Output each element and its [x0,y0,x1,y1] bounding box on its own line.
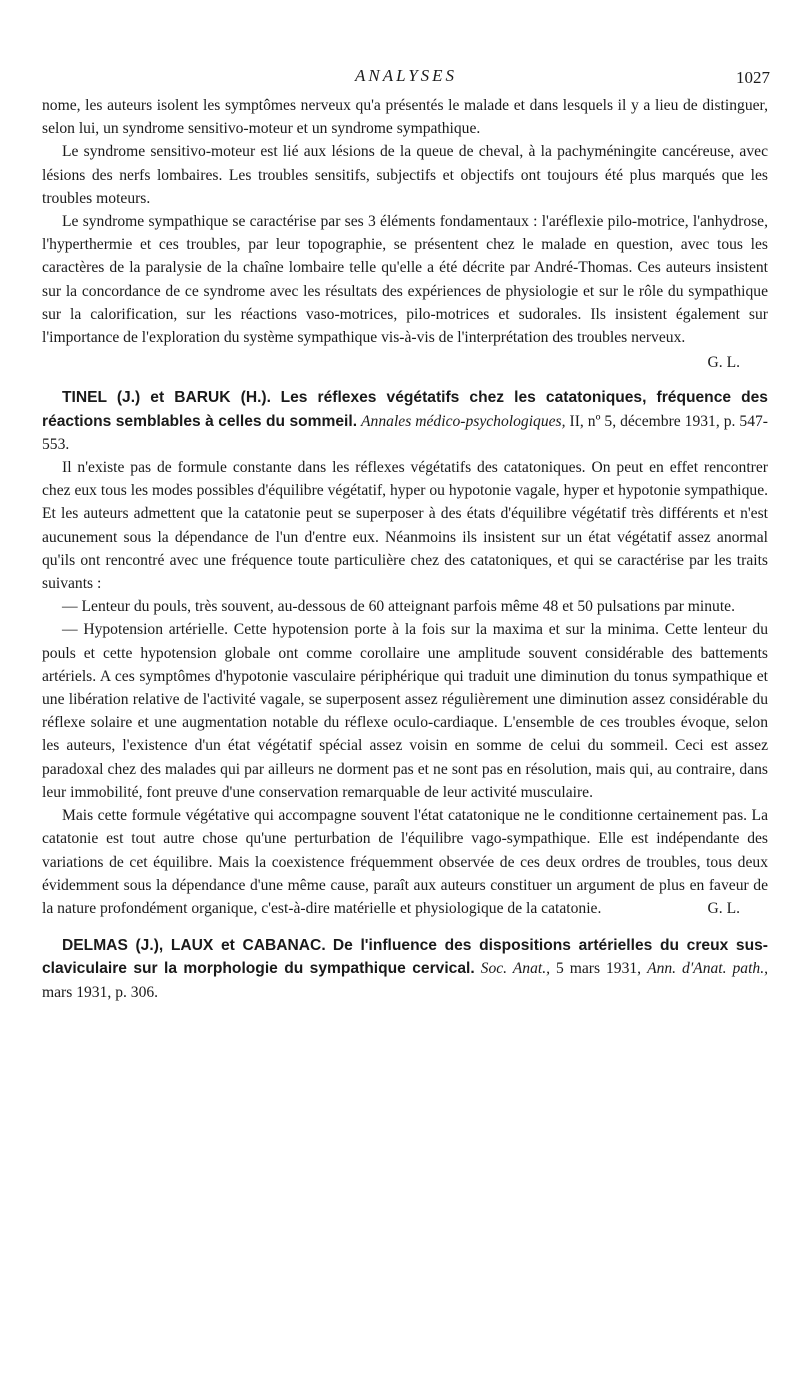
article3-journal: Soc. Anat., [480,960,550,978]
article1-paragraph-3: Le syndrome sympathique se caractérise par ses 3 éléments fondamentaux : l'aréflexie pilo-motrice, l'anhydrose, l'hyperthermie et ces troubles, par leur topographie, se présentent chez le malade en question, avec tous les caractères de la paralysie de la chaîne lombaire telle qu'elle a été décrite par André-Thomas. Ces auteurs insistent sur la concordance de ce syndrome avec les résultats des expériences de physiologie et sur le rôle du sympathique sur la calorification, sur les réactions vaso-motrices, pilo-motrices et sudorales. Ils insistent également sur l'importance de l'exploration du système sympathique vis-à-vis de l'interprétation des troubles nerveux. [42,213,768,347]
running-head: ANALYSES [354,66,458,85]
page-number: 1027 [736,68,770,87]
article2-paragraph-4 [42,804,768,920]
article3-journal-2: Ann. d'Anat. path., [647,960,769,978]
article2-journal: Annales médico-psychologiques, [361,412,566,430]
article3-title: De l'influence des dispositions artérielles du creux sus-claviculaire sur la morphologie du sympathique cervical. [42,937,768,978]
article2-paragraph-2: — Lenteur du pouls, très souvent, au-dessous de 60 atteignant parfois même 48 et 50 pulsations par minute. [62,598,735,616]
article1-paragraph-1: nome, les auteurs isolent les symptômes nerveux qu'a présentés le malade et dans lesquels il y a lieu de distinguer, selon lui, un syndrome sensitivo-moteur et un syndrome sympathique. [42,97,768,138]
page-body [42,94,768,1004]
article3-citation-2: mars 1931, p. 306. [42,983,159,1001]
article1-paragraph-2: Le syndrome sensitivo-moteur est lié aux lésions de la queue de cheval, à la pachyméningite cancéreuse, avec lésions des nerfs lombaires. Les troubles sensitifs, subjectifs et objectifs ont toujours été plus marqués que les troubles moteurs. [42,143,768,207]
article2-signature: G. L. [707,899,740,917]
article2-paragraph-3: — Hypotension artérielle. Cette hypotension porte à la fois sur la maxima et sur la minima. Cette lenteur du pouls et cette hypotension globale ont comme corollaire une amplitude souvent considérable des battements artériels. A ces symptômes d'hypotonie vasculaire périphérique qui traduit une diminution du tonus sympathique et une libération relative de l'activité vagale, se superposent assez régulièrement une diminution assez considérable du réflexe solaire et une augmentation notable du réflexe oculo-cardiaque. L'ensemble de ces troubles évoque, selon les auteurs, l'existence d'un état végétatif spécial assez voisin en somme de celui du sommeil. Ceci est assez paradoxal chez des malades qui par ailleurs ne dorment pas et ne sont pas en résolution, mais qui, au contraire, dans leur immobilité, font preuve d'une conservation remarquable de leur activité musculaire. [42,621,768,801]
article2-heading [42,386,768,456]
article1-signature: G. L. [707,354,740,372]
article3-heading [42,934,768,1004]
article2-paragraph-1: Il n'existe pas de formule constante dans les réflexes végétatifs des catatoniques. On peut en effet rencontrer chez eux tous les modes possibles d'équilibre végétatif, hyper ou hypotonie vagale, hyper et hypotonie sympathique. Et les auteurs admettent que la catatonie peut se superposer à des états d'équilibre végétatif très différents et n'est aucunement sous la dépendance de l'un d'entre eux. Néanmoins ils insistent sur un état végétatif assez anormal qu'ils ont rencontré avec une fréquence toute particulière chez des catatoniques, et qui se caractérise par les traits suivants : [42,459,769,593]
page-header [42,66,770,92]
article2-citation: II, nº 5, décembre 1931, p. 547-553. [42,412,768,453]
article3-authors: DELMAS (J.), LAUX et CABANAC. [62,937,326,955]
article2-paragraph-4-text: Mais cette formule végétative qui accompagne souvent l'état catatonique ne le conditionne certainement pas. La catatonie est tout autre chose qu'une perturbation de l'équilibre vago-sympathique. Elle est indépendante des variations de cet équilibre. Mais la coexistence fréquemment observée de ces deux ordres de troubles, tous deux évidemment sous la dépendance d'une même cause, paraît aux auteurs constituer un argument de plus en faveur de la nature profondément organique, c'est-à-dire matérielle et physiologique de la catatonie. [42,807,768,917]
article2-title: Les réflexes végétatifs chez les catatoniques, fréquence des réactions semblables à celles du sommeil. [42,389,768,430]
article2-authors: TINEL (J.) et BARUK (H.). [62,389,271,407]
article3-citation: 5 mars 1931, [555,960,642,978]
